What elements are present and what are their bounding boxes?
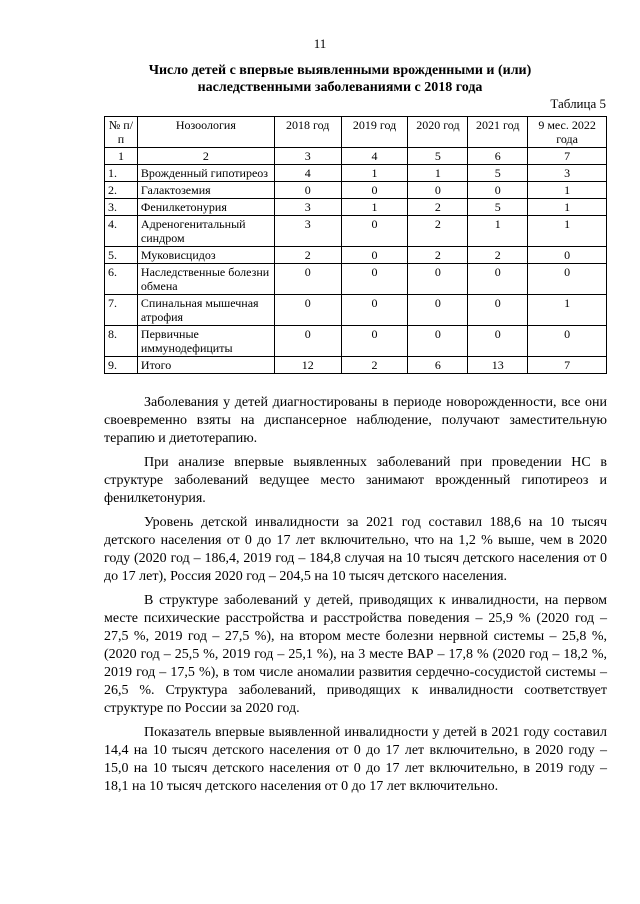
column-number-cell: 3 [274, 148, 341, 165]
value-cell: 0 [528, 326, 607, 357]
paragraph: При анализе впервые выявленных заболеваний при проведении НС в структуре заболеваний ведущее место занимают врожденный гипотиреоз и фенилкетонурия. [104, 455, 607, 506]
value-cell: 3 [528, 165, 607, 182]
header-cell: 9 мес. 2022 года [528, 117, 607, 148]
value-cell: 2 [408, 216, 468, 247]
value-cell: 0 [408, 264, 468, 295]
nosology-cell: Итого [137, 357, 274, 374]
value-cell: 0 [468, 326, 528, 357]
table-row [105, 295, 607, 326]
header-cell: 2020 год [408, 117, 468, 148]
table-row [105, 165, 607, 182]
column-number-cell: 4 [341, 148, 408, 165]
row-number-cell: 7. [105, 295, 138, 326]
value-cell: 0 [341, 264, 408, 295]
value-cell: 12 [274, 357, 341, 374]
diseases-table [104, 116, 607, 374]
value-cell: 7 [528, 357, 607, 374]
page-number: 11 [313, 36, 327, 51]
value-cell: 0 [408, 295, 468, 326]
paragraph: Уровень детской инвалидности за 2021 год составил 188,6 на 10 тысяч детского населения от 0 до 17 лет включительно, что на 1,2 % выше, чем в 2020 году (2020 год – 186,4, 2019 год – 184,8 случая на 10 тысяч детского населения от 0 до 17 лет), Россия 2020 год – 204,5 на 10 тысяч детского населения. [104, 515, 607, 584]
value-cell: 0 [274, 182, 341, 199]
value-cell: 1 [408, 165, 468, 182]
header-cell: 2018 год [274, 117, 341, 148]
value-cell: 0 [274, 295, 341, 326]
value-cell: 1 [528, 199, 607, 216]
table-row [105, 326, 607, 357]
header-cell: № п/п [105, 117, 138, 148]
table-row [105, 199, 607, 216]
row-number-cell: 3. [105, 199, 138, 216]
column-number-cell: 7 [528, 148, 607, 165]
row-number-cell: 8. [105, 326, 138, 357]
value-cell: 1 [341, 199, 408, 216]
value-cell: 4 [274, 165, 341, 182]
row-number-cell: 2. [105, 182, 138, 199]
value-cell: 2 [341, 357, 408, 374]
paragraph: Показатель впервые выявленной инвалидности у детей в 2021 году составил 14,4 на 10 тысяч детского населения от 0 до 17 лет включительно, в 2020 году – 15,0 на 10 тысяч детского населения от 0 до 17 лет включительно, в 2019 году – 18,1 на 10 тысяч детского населения от 0 до 17 лет включительно. [104, 725, 607, 794]
column-number-cell: 1 [105, 148, 138, 165]
value-cell: 6 [408, 357, 468, 374]
paragraph: Заболевания у детей диагностированы в периоде новорожденности, все они своевременно взяты на диспансерное наблюдение, получают заместительную терапию и диетотерапию. [104, 395, 607, 446]
paragraph: В структуре заболеваний у детей, приводящих к инвалидности, на первом месте психические расстройства и расстройства поведения – 25,9 % (2020 год – 27,5 %, 2019 год – 27,5 %), на втором месте болезни нервной системы – 25,8 %, (2020 год – 25,5 %, 2019 год – 25,1 %), на 3 месте ВАР – 17,8 % (2020 год – 18,2 %, 2019 год – 17,5 %), в том числе аномалии развития сердечно-сосудистой системы – 26,5 %. Структура заболеваний, приводящих к инвалидности соответствует структуре по России за 2020 год. [104, 593, 607, 716]
nosology-cell: Наследственные болезни обмена [137, 264, 274, 295]
value-cell: 5 [468, 165, 528, 182]
value-cell: 0 [274, 264, 341, 295]
nosology-cell: Галактоземия [137, 182, 274, 199]
column-number-cell: 2 [137, 148, 274, 165]
value-cell: 0 [341, 295, 408, 326]
value-cell: 1 [468, 216, 528, 247]
value-cell: 3 [274, 199, 341, 216]
column-number-cell: 6 [468, 148, 528, 165]
value-cell: 5 [468, 199, 528, 216]
value-cell: 0 [408, 326, 468, 357]
table-header-row [105, 117, 607, 148]
column-number-cell: 5 [408, 148, 468, 165]
row-number-cell: 1. [105, 165, 138, 182]
row-number-cell: 5. [105, 247, 138, 264]
value-cell: 0 [468, 182, 528, 199]
header-cell: Нозоология [137, 117, 274, 148]
value-cell: 1 [528, 216, 607, 247]
header-cell: 2021 год [468, 117, 528, 148]
value-cell: 2 [274, 247, 341, 264]
nosology-cell: Спинальная мышечная атрофия [137, 295, 274, 326]
value-cell: 1 [341, 165, 408, 182]
table-row [105, 216, 607, 247]
nosology-cell: Адреногенитальный синдром [137, 216, 274, 247]
value-cell: 0 [341, 326, 408, 357]
row-number-cell: 6. [105, 264, 138, 295]
value-cell: 0 [341, 182, 408, 199]
nosology-cell: Первичные иммунодефициты [137, 326, 274, 357]
value-cell: 0 [341, 216, 408, 247]
value-cell: 0 [341, 247, 408, 264]
header-cell: 2019 год [341, 117, 408, 148]
value-cell: 0 [274, 326, 341, 357]
row-number-cell: 9. [105, 357, 138, 374]
table-row [105, 264, 607, 295]
value-cell: 13 [468, 357, 528, 374]
value-cell: 0 [528, 247, 607, 264]
nosology-cell: Муковисцидоз [137, 247, 274, 264]
column-numbers-row [105, 148, 607, 165]
value-cell: 2 [408, 247, 468, 264]
table-row [105, 182, 607, 199]
value-cell: 2 [468, 247, 528, 264]
value-cell: 0 [528, 264, 607, 295]
nosology-cell: Врожденный гипотиреоз [137, 165, 274, 182]
value-cell: 0 [408, 182, 468, 199]
body-text [104, 394, 607, 802]
value-cell: 0 [468, 264, 528, 295]
value-cell: 1 [528, 182, 607, 199]
value-cell: 1 [528, 295, 607, 326]
value-cell: 2 [408, 199, 468, 216]
table-caption: Таблица 5 [550, 96, 606, 111]
page-title: Число детей с впервые выявленными врожденными и (или) наследственными заболеваниями с 2018 года [148, 63, 532, 95]
table-row [105, 357, 607, 374]
row-number-cell: 4. [105, 216, 138, 247]
nosology-cell: Фенилкетонурия [137, 199, 274, 216]
value-cell: 0 [468, 295, 528, 326]
table-row [105, 247, 607, 264]
value-cell: 3 [274, 216, 341, 247]
